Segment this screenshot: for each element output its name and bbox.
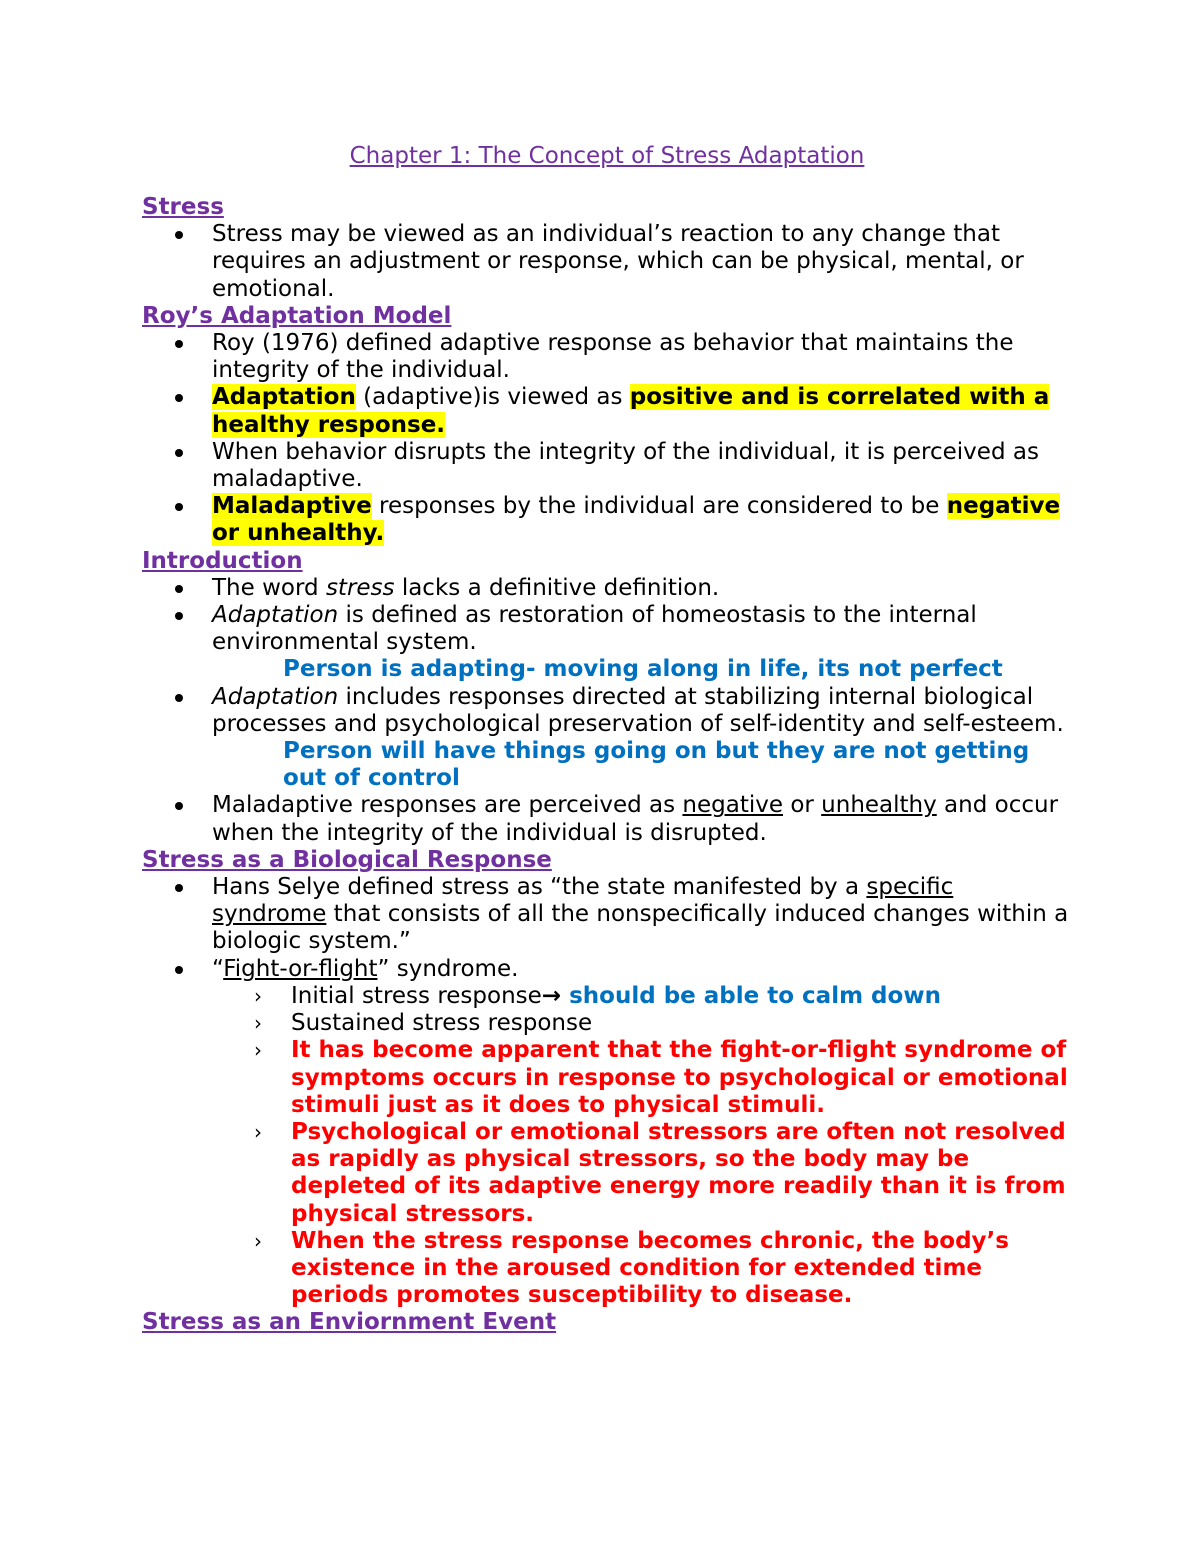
roy-list bbox=[142, 330, 1072, 548]
list-item bbox=[142, 493, 1072, 547]
bullet-icon bbox=[175, 585, 183, 593]
bullet-text: The word bbox=[212, 574, 326, 601]
sub-list-item bbox=[142, 1010, 1072, 1037]
bullet-icon bbox=[175, 694, 183, 702]
heading-introduction: Introduction bbox=[142, 547, 303, 574]
italic-term: Adaptation bbox=[212, 683, 339, 710]
italic-term: Adaptation bbox=[212, 602, 339, 629]
sub-list bbox=[212, 656, 1072, 683]
bullet-text: Initial stress response bbox=[291, 982, 542, 1009]
annotation-note: When the stress response becomes chronic, the body’s existence in the aroused condition for extended time periods promotes susceptibility to disease. bbox=[291, 1227, 1009, 1309]
annotation-note: Psychological or emotional stressors are often not resolved as rapidly as physical stressors, so the body may be depleted of its adaptive energy more readily than it is from physical stressors. bbox=[291, 1118, 1066, 1227]
bullet-icon bbox=[175, 884, 183, 892]
bullet-icon bbox=[175, 394, 183, 402]
annotation-note: Person will have things going on but they are not getting out of control bbox=[283, 738, 1030, 792]
heading-roy-adaptation-model: Roy’s Adaptation Model bbox=[142, 302, 452, 329]
bullet-text: (adaptive)is viewed as bbox=[355, 384, 630, 411]
annotation-note: should be able to calm down bbox=[561, 982, 941, 1009]
bullet-text: When behavior disrupts the integrity of the individual, it is perceived as maladaptive. bbox=[212, 438, 1039, 493]
heading-environment-event: Stress as an Enviornment Event bbox=[142, 1309, 557, 1336]
bullet-text: Hans Selye defined stress as “the state manifested by a bbox=[212, 874, 867, 901]
bullet-text: includes responses directed at stabilizing internal biological processes and psychological preservation of self-identity and self-esteem. bbox=[212, 683, 1064, 737]
list-item bbox=[142, 956, 1072, 983]
list-item bbox=[142, 330, 1072, 384]
bullet-text: “ bbox=[212, 955, 224, 982]
italic-term: stress bbox=[325, 574, 395, 601]
bullet-text: responses by the individual are considered to be bbox=[371, 493, 947, 520]
sub-list-item bbox=[142, 1119, 1072, 1228]
arrow-bullet-icon: › bbox=[254, 1038, 262, 1063]
arrow-bullet-icon: › bbox=[254, 1119, 262, 1144]
document-body bbox=[142, 142, 1072, 1337]
list-item bbox=[142, 874, 1072, 956]
list-item bbox=[142, 602, 1072, 684]
annotation-note: Person is adapting- moving along in life, its not perfect bbox=[283, 656, 1003, 683]
highlighted-term: Adaptation bbox=[212, 384, 356, 411]
bullet-icon bbox=[175, 340, 183, 348]
heading-biological-response: Stress as a Biological Response bbox=[142, 846, 552, 873]
bullet-text: ” syndrome. bbox=[377, 955, 519, 982]
bullet-text: is defined as restoration of homeostasis to the internal environmental system. bbox=[212, 602, 977, 656]
sub-list-item bbox=[142, 983, 1072, 1010]
sub-list-item bbox=[212, 656, 1072, 683]
bullet-text: or bbox=[783, 792, 822, 819]
heading-stress: Stress bbox=[142, 194, 224, 220]
list-item bbox=[142, 792, 1072, 846]
underlined-term: unhealthy bbox=[821, 792, 937, 819]
fight-or-flight-list bbox=[142, 983, 1072, 1309]
bullet-text: that consists of all the nonspecifically induced changes within a biologic system.” bbox=[212, 901, 1069, 955]
annotation-note: It has become apparent that the fight-or-flight syndrome of symptoms occurs in response to psychological or emotional stimuli just as it does to physical stimuli. bbox=[291, 1037, 1068, 1118]
underlined-term: negative bbox=[682, 792, 784, 819]
list-item bbox=[142, 684, 1072, 793]
bullet-icon bbox=[175, 231, 183, 239]
sub-list-item bbox=[142, 1037, 1072, 1119]
bullet-text: Maladaptive responses are perceived as bbox=[212, 792, 683, 819]
sub-list-item bbox=[212, 738, 1072, 792]
stress-list bbox=[142, 221, 1072, 303]
right-arrow-icon: → bbox=[541, 982, 562, 1009]
underlined-term: specific syndrome bbox=[212, 874, 954, 928]
highlighted-term: Maladaptive bbox=[212, 493, 372, 520]
list-item bbox=[142, 384, 1072, 438]
page-title: Chapter 1: The Concept of Stress Adaptation bbox=[349, 143, 865, 169]
highlighted-text: negative or unhealthy. bbox=[212, 493, 1061, 547]
arrow-bullet-icon: › bbox=[254, 983, 262, 1008]
highlighted-text: positive and is correlated with a healthy response. bbox=[212, 384, 1050, 438]
underlined-term: Fight-or-flight bbox=[223, 955, 378, 982]
bullet-text: and occur when the integrity of the individual is disrupted. bbox=[212, 792, 1059, 846]
list-item bbox=[142, 221, 1072, 303]
sub-list bbox=[212, 738, 1072, 792]
bullet-text: lacks a definitive definition. bbox=[394, 574, 720, 601]
bullet-icon bbox=[175, 612, 183, 620]
intro-list bbox=[142, 575, 1072, 847]
bullet-text: Roy (1976) defined adaptive response as behavior that maintains the integrity of the individual. bbox=[212, 330, 1014, 384]
bullet-text: Sustained stress response bbox=[291, 1010, 593, 1037]
bullet-icon bbox=[175, 503, 183, 511]
arrow-bullet-icon: › bbox=[254, 1011, 262, 1036]
list-item bbox=[142, 439, 1072, 493]
bullet-icon bbox=[175, 449, 183, 457]
sub-list-item bbox=[142, 1228, 1072, 1310]
bullet-icon bbox=[175, 966, 183, 974]
arrow-bullet-icon: › bbox=[254, 1228, 262, 1253]
bullet-text: Stress may be viewed as an individual’s reaction to any change that requires an adjustment or response, which can be physical, mental, or emotional. bbox=[212, 221, 1024, 302]
list-item bbox=[142, 575, 1072, 602]
bullet-icon bbox=[175, 802, 183, 810]
bio-list bbox=[142, 874, 1072, 983]
